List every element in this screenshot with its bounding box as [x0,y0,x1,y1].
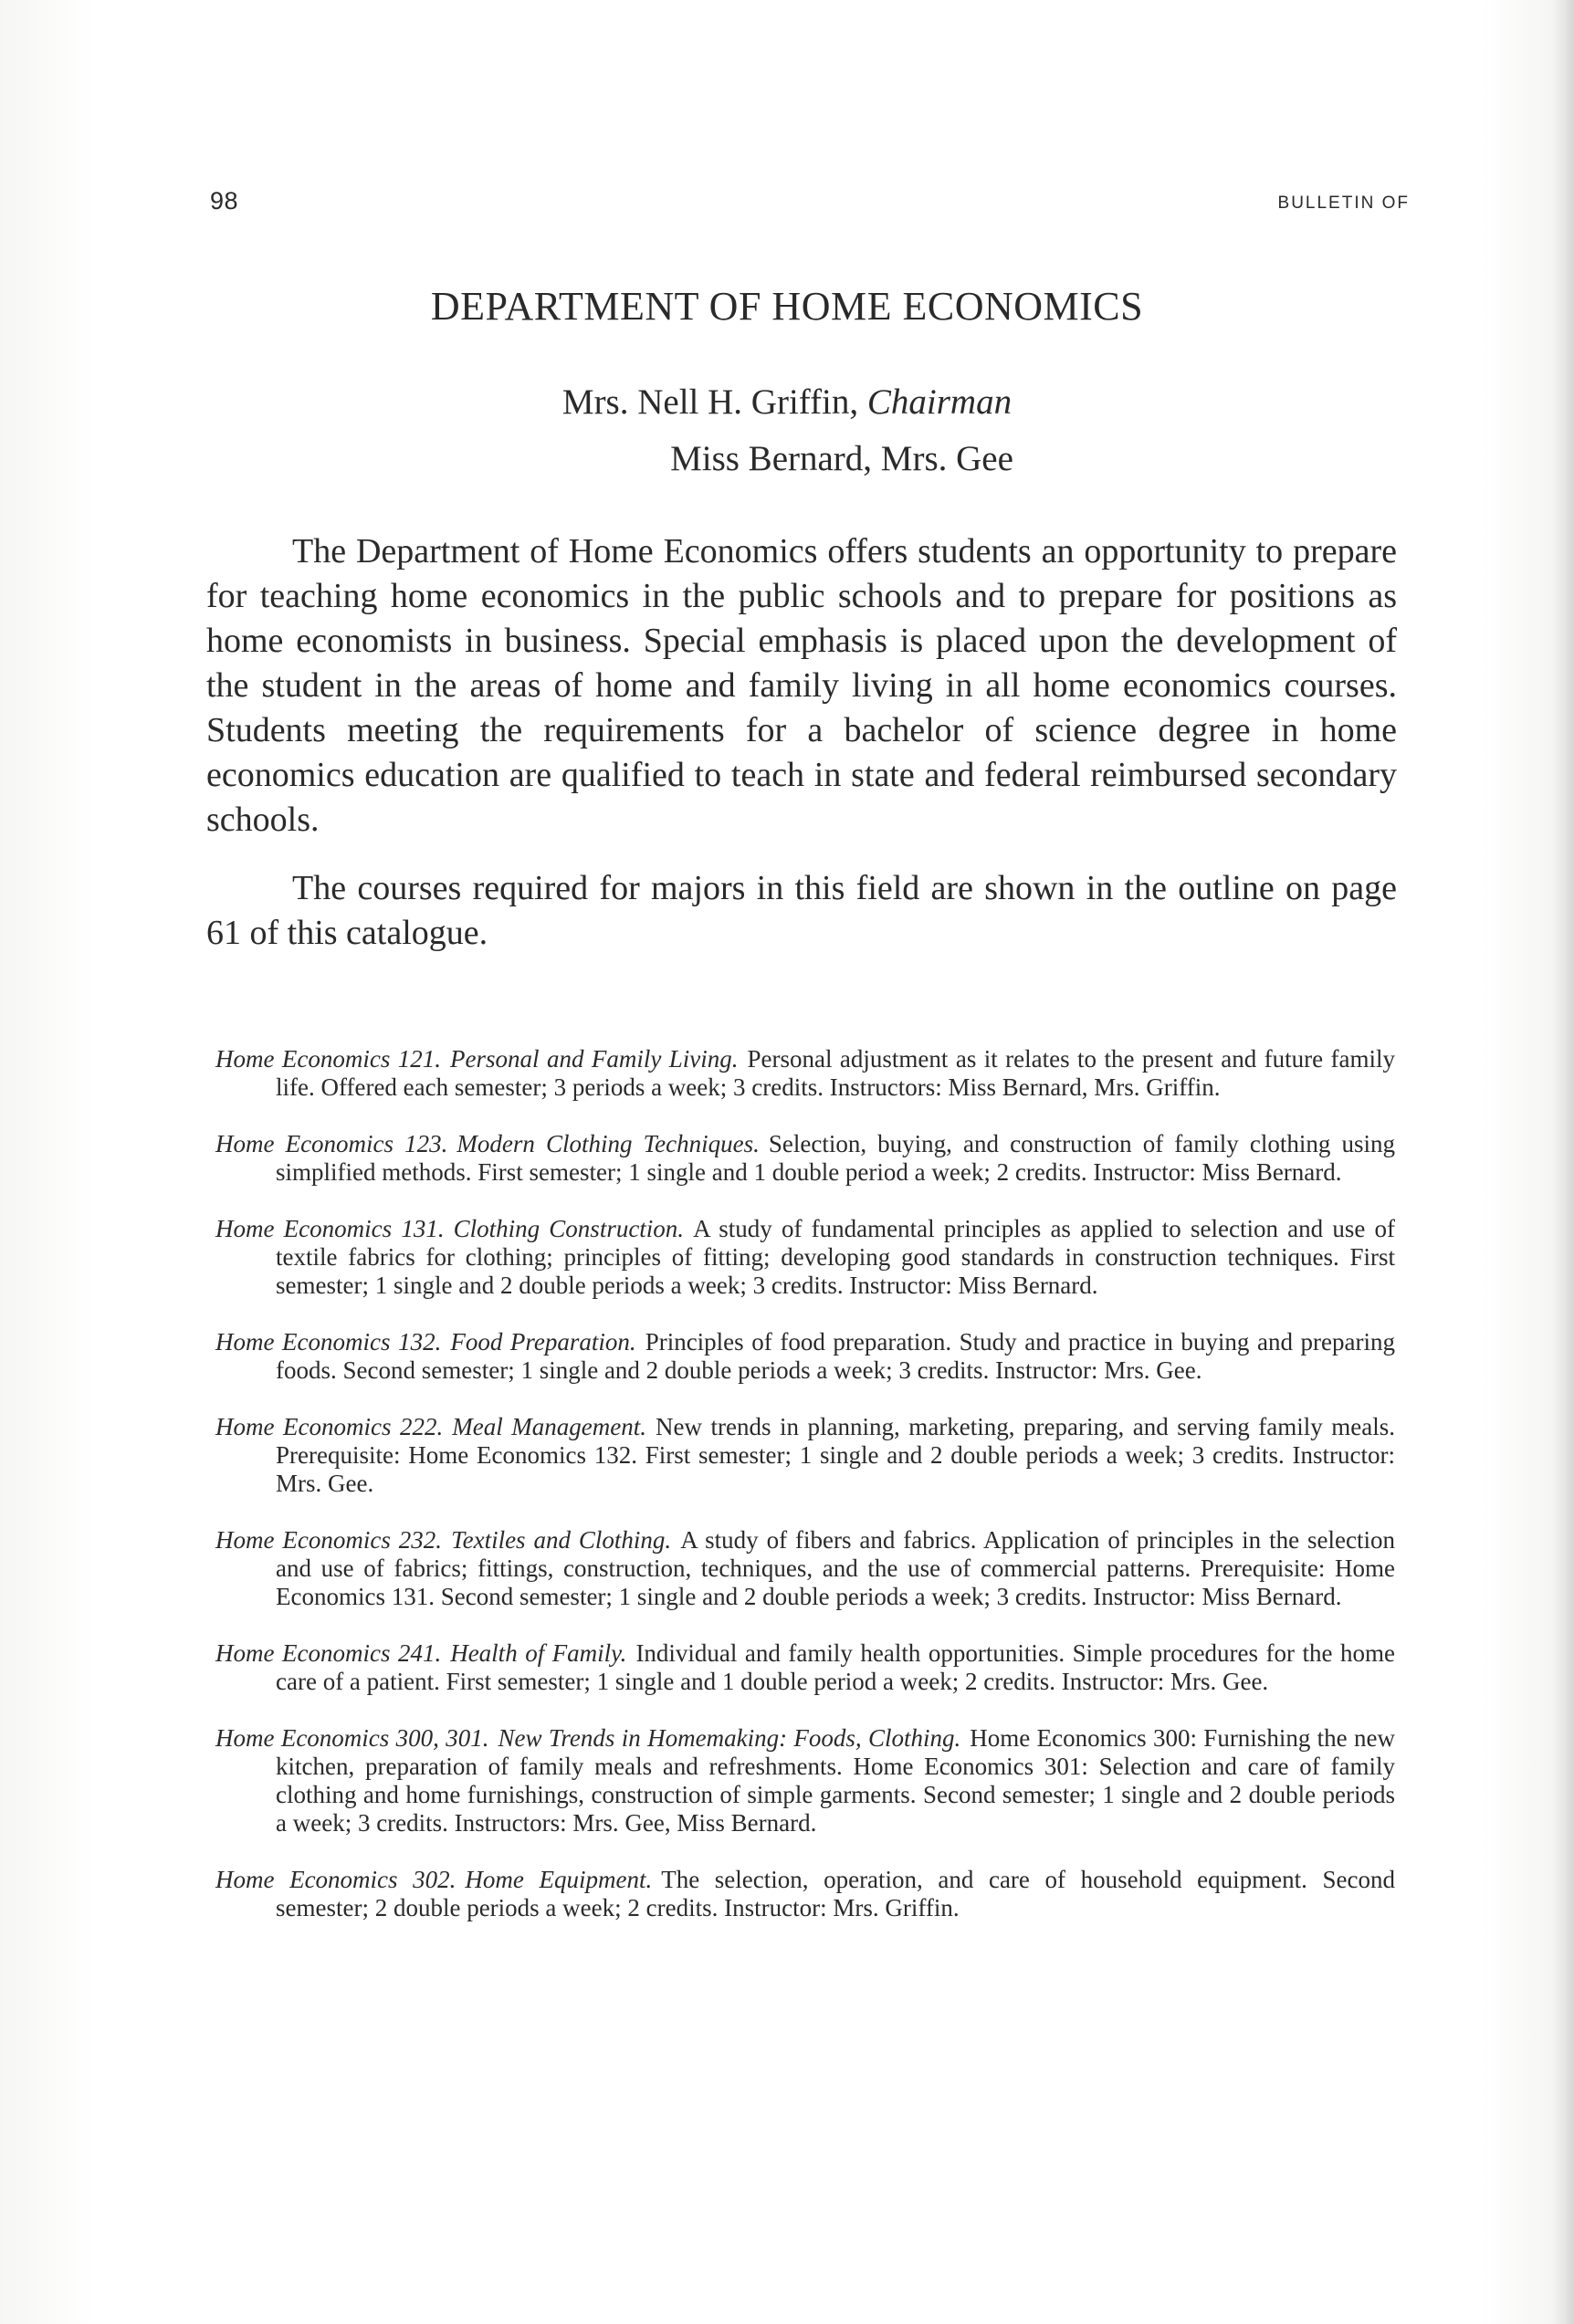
course-number: Home Economics 123. [215,1130,448,1157]
department-title: DEPARTMENT OF HOME ECONOMICS [430,284,1144,329]
chair-line [0,374,1574,431]
course-title: Meal Management. [452,1413,646,1440]
course-number: Home Economics 222. [215,1413,444,1440]
course-number: Home Economics 302. [215,1866,456,1893]
course-number: Home Economics 132. [215,1328,442,1356]
course-entry [215,1045,1395,1102]
course-number: Home Economics 131. [215,1215,445,1242]
chair-name: Mrs. Nell H. Griffin, [561,382,859,422]
course-description: Principles of food preparation. Study and practice in buying and preparing foods. Second semester; 1 single and 2 double periods a week; 3 credits. Instructor: Mrs. Gee. [276,1328,1395,1384]
course-title: Clothing Construction. [453,1215,685,1242]
chair-role: Chairman [866,382,1013,422]
course-title: New Trends in Homemaking: Foods, Clothing. [498,1724,961,1752]
course-entry [215,1215,1395,1300]
course-title: Personal and Family Living. [450,1045,739,1073]
course-entry [215,1130,1395,1187]
intro-paragraph-2: The courses required for majors in this field are shown in the outline on page 61 of this catalogue. [206,869,1397,952]
course-entry [215,1866,1395,1922]
faculty-line: Miss Bernard, Mrs. Gee [670,439,1013,478]
course-number: Home Economics 241. [215,1639,442,1667]
course-number: Home Economics 232. [215,1526,443,1554]
course-description: Individual and family health opportunities. Simple procedures for the home care of a patient. First semester; 1 single and 1 double period a week; 2 credits. Instructor: Mrs. Gee. [276,1639,1395,1695]
course-description: Selection, buying, and construction of family clothing using simplified methods. First semester; 1 single and 1 double period a week; 2 credits. Instructor: Miss Bernard. [276,1130,1395,1186]
course-description: Personal adjustment as it relates to the present and future family life. Offered each semester; 3 periods a week; 3 credits. Instructors: Miss Bernard, Mrs. Griffin. [276,1045,1395,1101]
course-list [215,1045,1395,1951]
course-title: Health of Family. [450,1639,627,1667]
course-entry [215,1724,1395,1837]
department-staff [0,374,1574,487]
course-description: A study of fibers and fabrics. Application of principles in the selection and use of fabrics; fittings, construction, techniques, and the use of commercial patterns. Prerequisite: Home Economics 131. Second semester; 1 single and 2 double periods a week; 3 credits. Instructor: Miss Bernard. [276,1526,1395,1610]
course-description: New trends in planning, marketing, preparing, and serving family meals. Prerequisite: Home Economics 132. First semester; 1 single and 2 double periods a week; 3 credits. Instructor: Mrs. Gee. [276,1413,1396,1497]
course-description: A study of fundamental principles as applied to selection and use of textile fabrics for clothing; principles of fitting; developing good standards in construction techniques. First semester; 1 single and 2 double periods a week; 3 credits. Instructor: Miss Bernard. [276,1215,1395,1299]
course-entry [215,1526,1395,1611]
course-title: Textiles and Clothing. [451,1526,672,1554]
intro-paragraph-1: The Department of Home Economics offers students an opportunity to prepare for teaching home economics in the public schools and to prepare for positions as home economists in business. Special emphasis is placed upon the development of the student in the areas of home and family living in all home economics courses. Students meeting the requirements for a bachelor of science degree in home economics education are qualified to teach in state and federal reimbursed secondary schools. [206,532,1397,839]
page-number: 98 [210,187,239,215]
intro-section [206,529,1397,979]
course-title: Home Equipment. [465,1866,653,1893]
course-title: Modern Clothing Techniques. [456,1130,760,1157]
course-description: The selection, operation, and care of household equipment. Second semester; 2 double periods a week; 2 credits. Instructor: Mrs. Griffin. [276,1866,1395,1921]
page-edge-shadow [1550,0,1574,2324]
course-entry [215,1413,1395,1498]
running-head: BULLETIN OF [1277,194,1410,213]
course-number: Home Economics 121. [215,1045,442,1073]
course-entry [215,1328,1395,1385]
course-title: Food Preparation. [450,1328,636,1356]
course-entry [215,1639,1395,1696]
course-description: Home Economics 300: Furnishing the new kitchen, preparation of family meals and refreshments. Home Economics 301: Selection and care of family clothing and home furnishings, construction of simple garments. Second semester; 1 single and 2 double periods a week; 3 credits. Instructors: Mrs. Gee, Miss Bernard. [276,1724,1395,1837]
course-number: Home Economics 300, 301. [215,1724,489,1752]
